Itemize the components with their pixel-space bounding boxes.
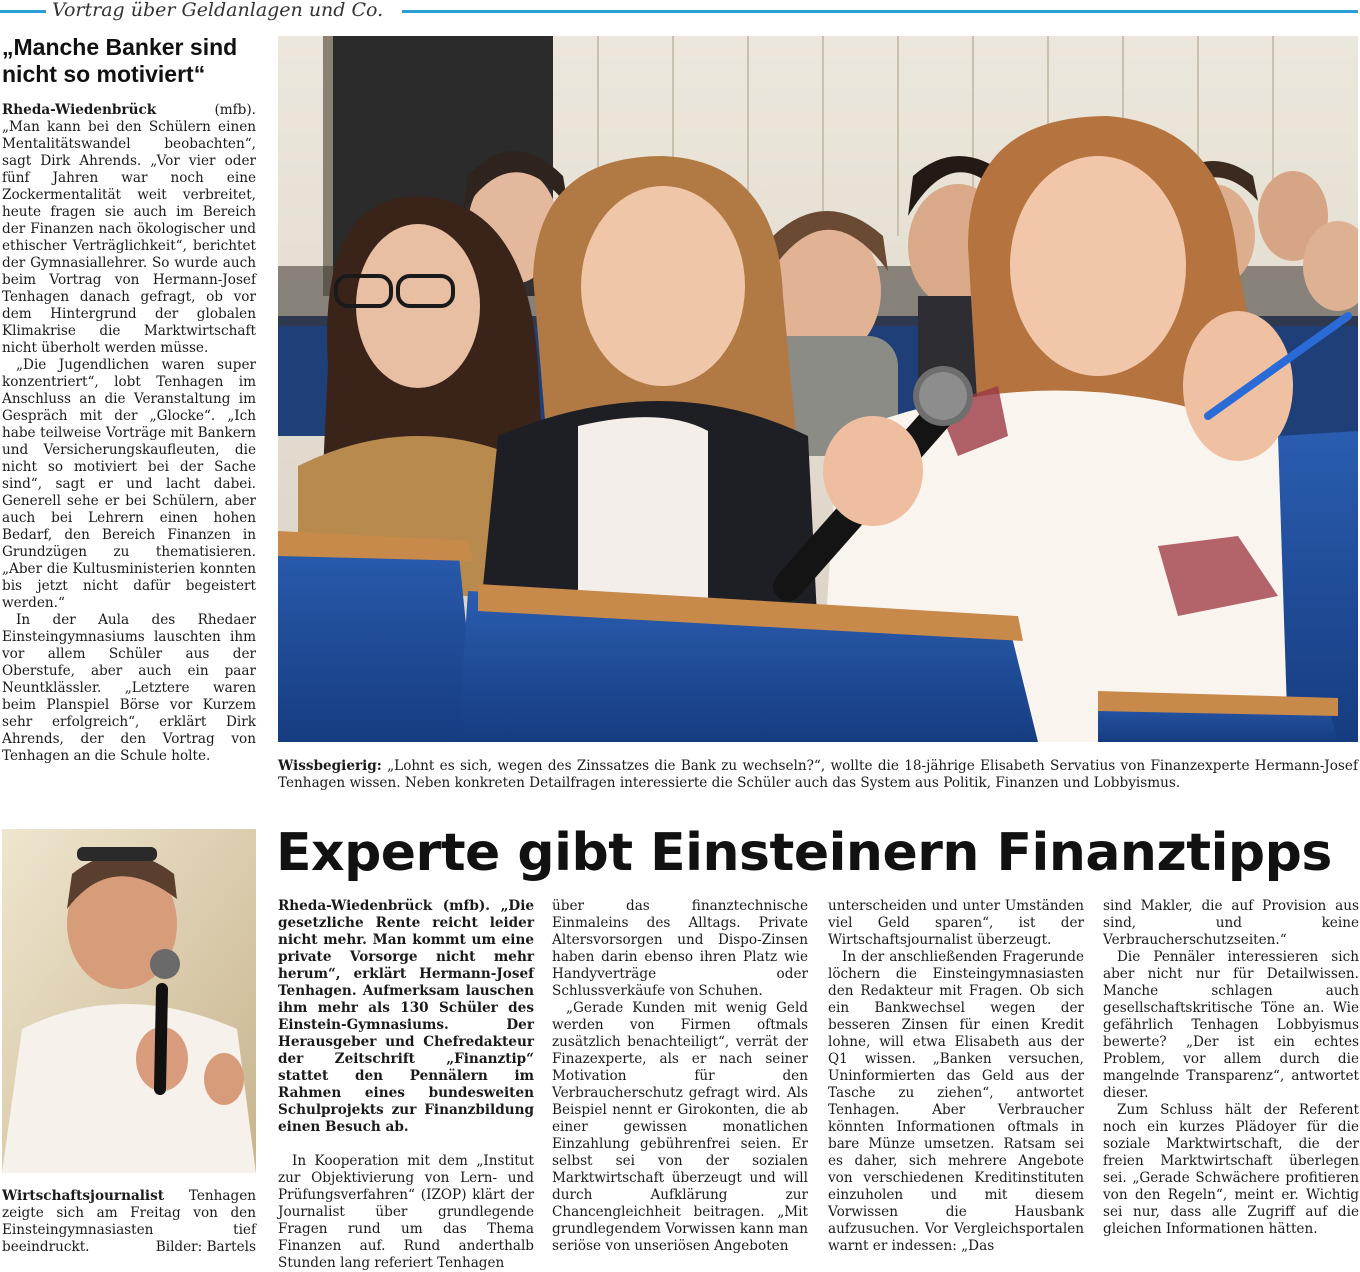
side-article-paragraph-3: In der Aula des Rhedaer Einsteingymnasiums lauschten ihm vor allem Schüler aus der Oberstufe, aber auch ein paar Neuntklässler. „Letztere waren beim Planspiel Börse vor Kurzem sehr erfolgreich“, erklärt Dirk Ahrends, der den Vortrag von Tenhagen an die Schule holte. bbox=[2, 612, 256, 764]
main-article-column-4 bbox=[1103, 898, 1359, 1238]
main-article-col3-p2: In der anschließenden Fragerunde löchern die Einsteingymnasiasten den Redakteur mit Fragen. Ob sich ein Bankwechsel wegen der besseren Zinsen für einen Kredit lohne, will etwa Elisabeth aus der Q1 wissen. „Banken versuchen, Uninformierten das Geld aus der Tasche zu ziehen“, antwortet Tenhagen. Aber Verbraucher könnten Informationen oftmals in bare Münze umsetzen. Ratsam sei es daher, sich mehrere Angebote von verschiedenen Kreditinstituten einzuholen und mit diesem Vorwissen die Hausbank aufzusuchen. Vor Vergleichsportalen warnt er indessen: „Das bbox=[828, 949, 1084, 1254]
main-article-col4-p1: sind Makler, die auf Provision aus sind, und keine Verbraucherschutzseiten.“ bbox=[1103, 898, 1359, 948]
main-article-column-2 bbox=[552, 898, 808, 1255]
portrait-caption-text: Tenhagen zeigte sich am Freitag von den Einsteingymnasiasten tief beeindruckt. bbox=[2, 1188, 256, 1255]
main-article-lead-text: „Die gesetzliche Rente reicht leider nicht mehr. Man kommt um eine private Vorsorge nicht mehr herum“, erklärt Hermann-Josef Tenhagen. Aufmerksam lauschen ihm mehr als 130 Schüler des Einstein-Gymnasiums. Der Herausgeber und Chefredakteur der Zeitschrift „Finanztip“ stattet den Pennälern im Rahmen eines bundesweiten Schulprojekts zur Finanzbildung einen Besuch ab. bbox=[278, 898, 535, 1135]
main-article-col2-p1: über das finanztechnische Einmaleins des Alltags. Private Altersvorsorgen und Dispo-Zinsen haben darin ebenso ihren Platz wie Handyverträge oder Schlussverkäufe von Schuhen. bbox=[552, 898, 808, 999]
section-kicker: Vortrag über Geldanlagen und Co. bbox=[52, 0, 384, 21]
main-headline: Experte gibt Einsteinern Finanztipps bbox=[276, 823, 1332, 883]
side-article-dateline: Rheda-Wiedenbrück bbox=[2, 102, 157, 118]
main-photo bbox=[278, 36, 1358, 742]
main-article-col3-p1: unterscheiden und unter Umständen viel Geld sparen“, ist der Wirtschaftsjournalist überzeugt. bbox=[828, 898, 1084, 948]
side-article-body bbox=[2, 102, 256, 765]
photo-credit: Bilder: Bartels bbox=[155, 1239, 256, 1255]
side-article-paragraph-1 bbox=[2, 102, 256, 357]
main-article-lead bbox=[278, 898, 534, 1136]
top-rule-left bbox=[0, 10, 46, 13]
main-photo-caption bbox=[278, 758, 1358, 792]
side-article-paragraph-2: „Die Jugendlichen waren super konzentriert“, lobt Tenhagen im Anschluss an die Veranstaltung im Gespräch mit der „Glocke“. „Ich habe teilweise Vorträge mit Bankern und Versicherungskaufleuten, die nicht so motiviert bei der Sache sind“, sagt er und lacht dabei. Generell sehe er bei Schülern, aber auch bei Lehrern einen hohen Bedarf, den Bereich Finanzen in Grundzügen zu thematisieren. „Aber die Kultusministerien konnten bis jetzt nicht dafür begeistert werden.“ bbox=[2, 357, 256, 611]
main-article-col4-p2: Die Pennäler interessieren sich aber nicht nur für Detailwissen. Manche schlagen auch gesellschaftskritische Töne an. Wie gefährlich Tenhagen Lobbyismus bewerte? „Der ist ein echtes Problem, vor allem durch die mangelnde Transparenz“, antwortet dieser. bbox=[1103, 949, 1359, 1101]
main-article-col4-p3: Zum Schluss hält der Referent noch ein kurzes Plädoyer für die soziale Marktwirtschaft, die der freien Marktwirtschaft überlegen sei. „Gerade Schwächere profitieren von den Regeln“, meint er. Wichtig sei nur, dass alle Zugriff auf die gleichen Informationen hätten. bbox=[1103, 1102, 1359, 1237]
main-caption-lead: Wissbegierig: bbox=[278, 758, 382, 774]
main-article-col2-p2: „Gerade Kunden mit wenig Geld werden von Firmen oftmals zusätzlich benachteiligt“, verrät der Finazexperte, als er nach seiner Motivation für den Verbraucherschutz gefragt wird. Als Beispiel nennt er Girokonten, die ab einer gewissen monatlichen Einzahlung gebührenfrei seien. Er selbst sei von der sozialen Marktwirtschaft überzeugt und will durch Aufklärung zur Chancengleichheit beitragen. „Mit grundlegendem Vorwissen kann man seriöse von unseriösen Angeboten bbox=[552, 1000, 808, 1254]
main-article-col1-body: In Kooperation mit dem „Institut zur Objektivierung von Lern- und Prüfungsverfahren“ (IZOP) klärt der Journalist über grundlegende Fragen rund um das Thema Finanzen auf. Rund anderthalb Stunden lang referiert Tenhagen bbox=[278, 1153, 534, 1271]
main-caption-text: „Lohnt es sich, wegen des Zinssatzes die Bank zu wechseln?“, wollte die 18-jährige Elisabeth Servatius von Finanzexperte Hermann-Josef Tenhagen wissen. Neben konkreten Detailfragen interessierte die Schüler auch das System aus Politik, Finanzen und Lobbyismus. bbox=[278, 758, 1358, 791]
main-article-column-3 bbox=[828, 898, 1084, 1255]
main-article-dateline: Rheda-Wiedenbrück (mfb). bbox=[278, 898, 491, 914]
main-article-column-1 bbox=[278, 898, 534, 1272]
portrait-caption bbox=[2, 1188, 256, 1256]
portrait-photo bbox=[2, 829, 256, 1173]
side-article-headline: „Manche Banker sind nicht so motiviert“ bbox=[2, 34, 238, 87]
portrait-caption-lead: Wirtschaftsjournalist bbox=[2, 1188, 165, 1204]
side-article-byline: (mfb). bbox=[214, 102, 256, 118]
side-article-text-1: „Man kann bei den Schülern einen Mentalitätswandel beobachten“, sagt Dirk Ahrends. „Vor vier oder fünf Jahren war noch eine Zockermentalität weit verbreitet, heute fragen sie auch im Bereich der Finanzen nach ökologischer und ethischer Verträglichkeit“, berichtet der Gymnasiallehrer. So wurde auch beim Vortrag von Hermann-Josef Tenhagen danach gefragt, ob vor dem Hintergrund der globalen Klimakrise die Marktwirtschaft nicht überholt werden müsse. bbox=[2, 119, 256, 356]
top-rule-right bbox=[402, 10, 1358, 13]
